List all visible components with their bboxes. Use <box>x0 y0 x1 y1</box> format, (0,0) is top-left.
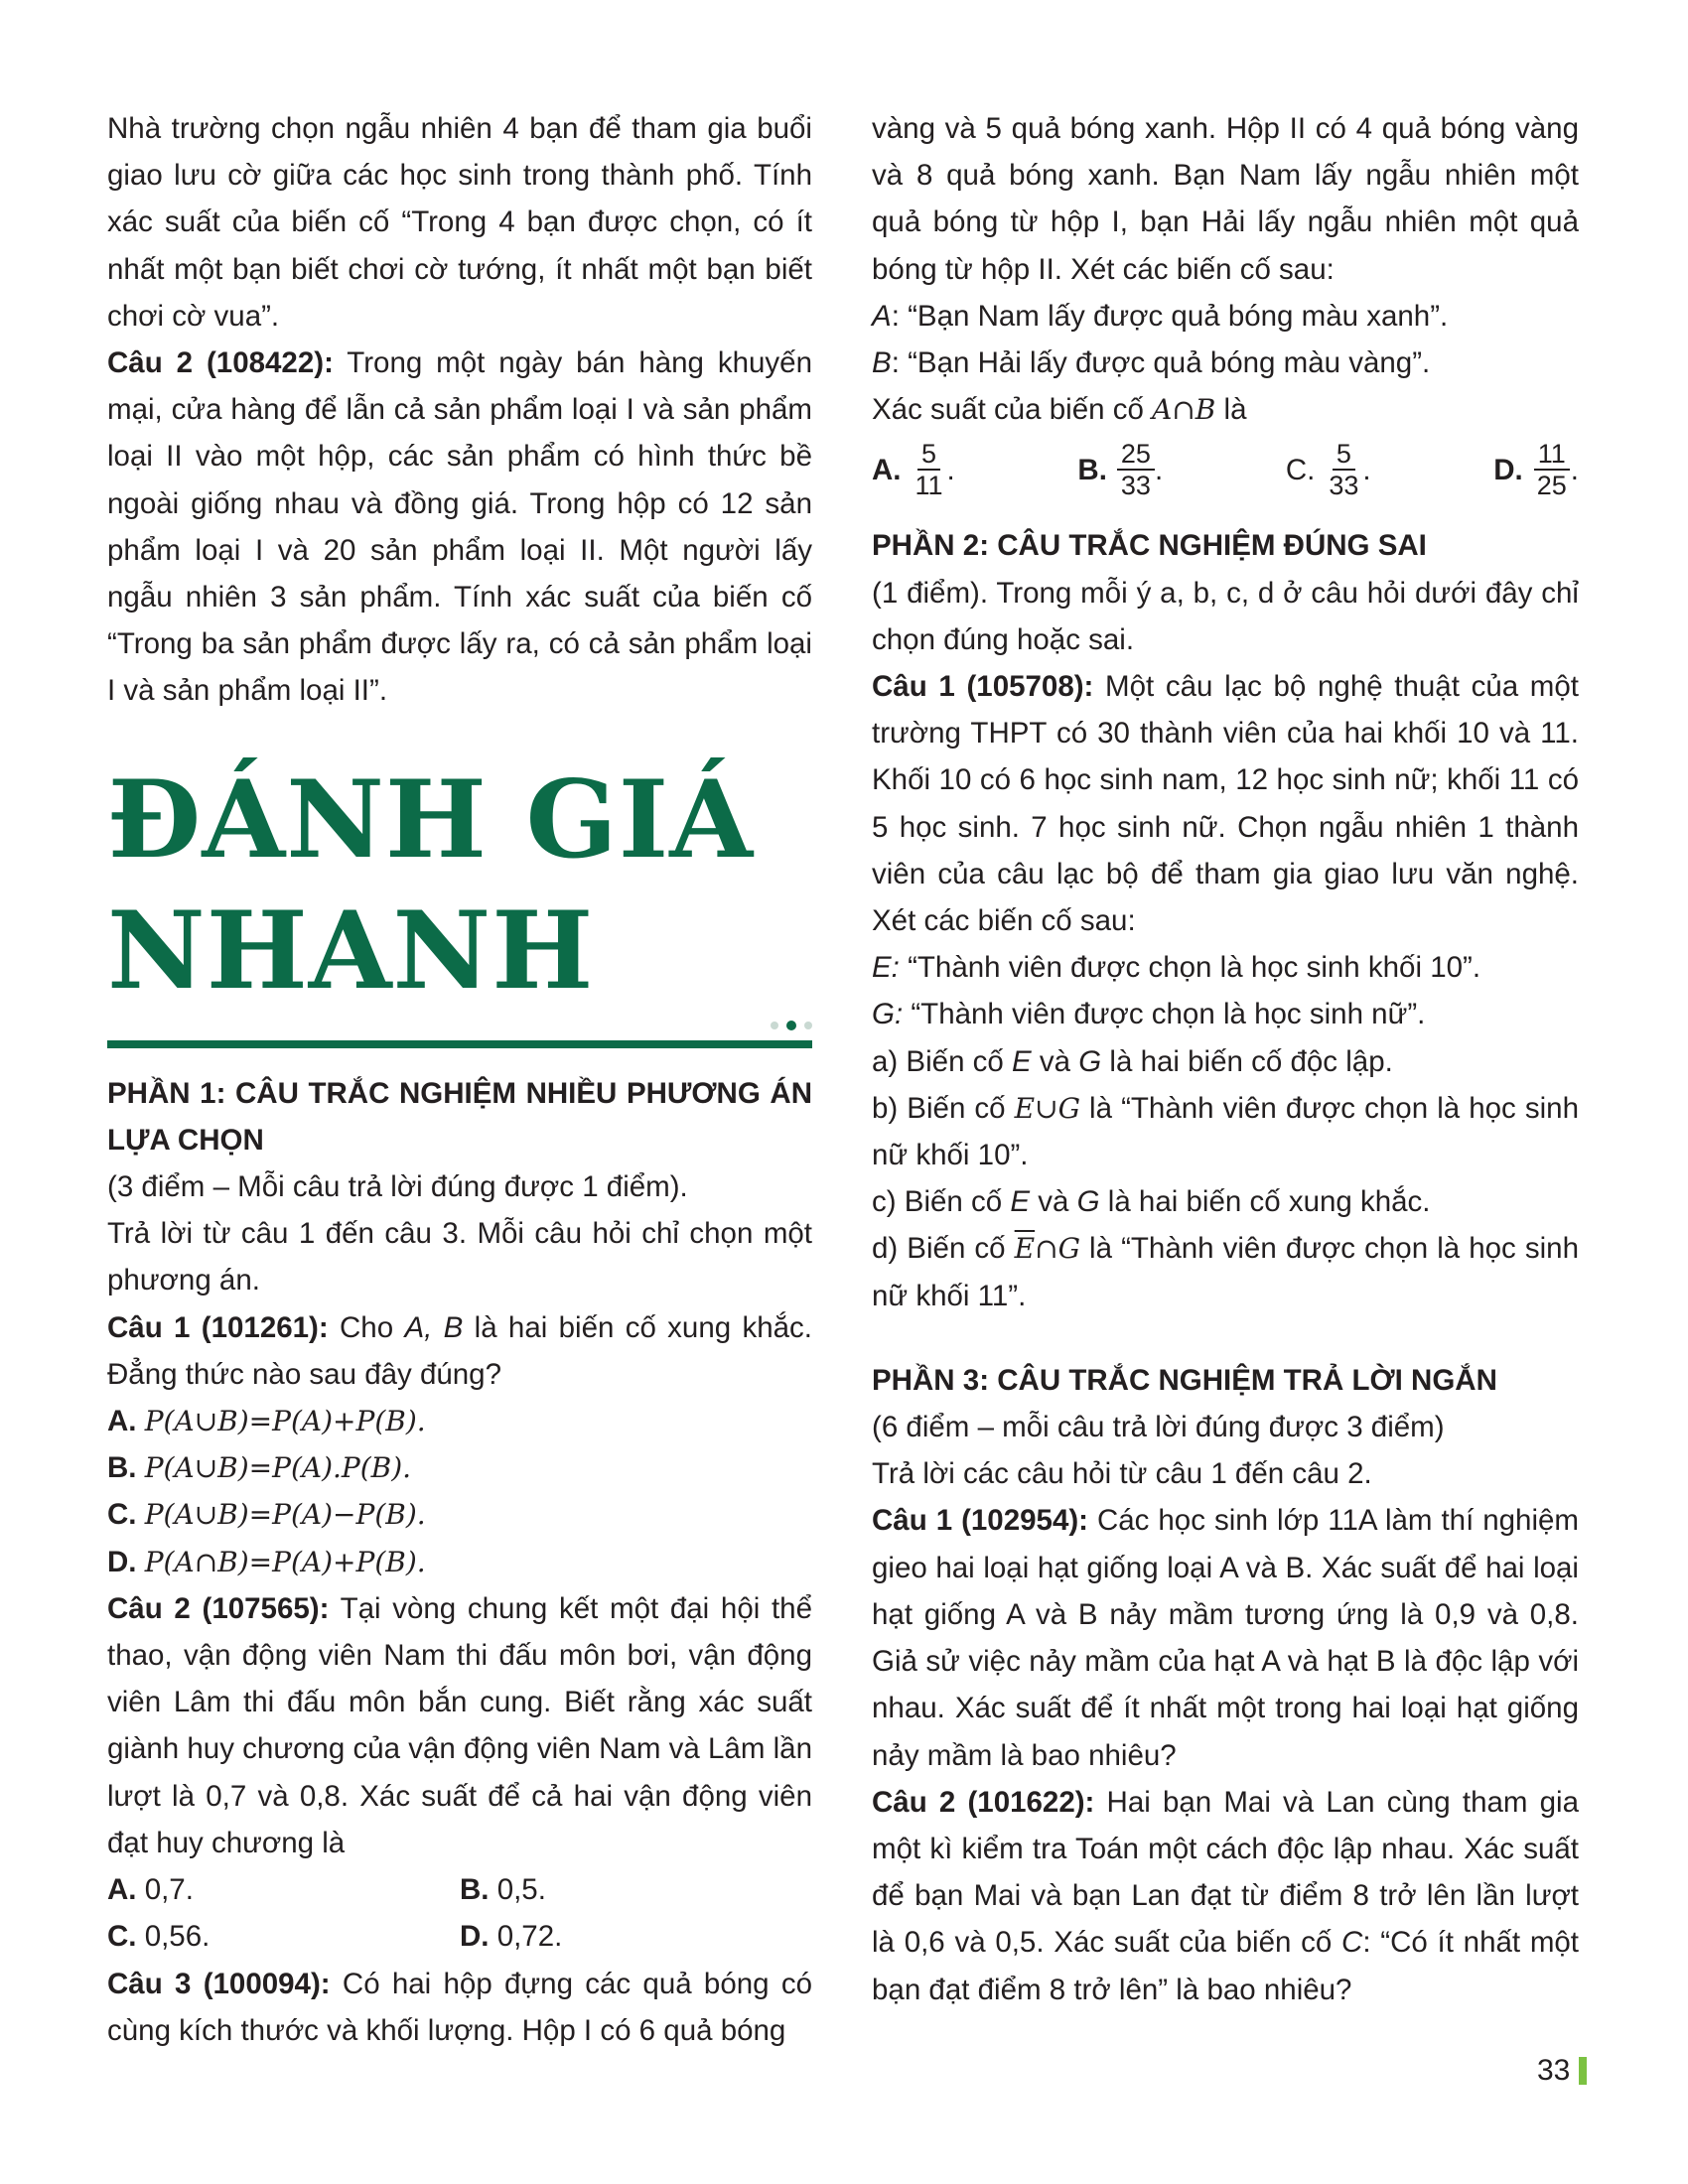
part-1-heading: PHẦN 1: CÂU TRẮC NGHIỆM NHIỀU PHƯƠNG ÁN LỰA CHỌN <box>107 1076 812 1157</box>
statement-text: c) Biến cố <box>872 1185 1011 1219</box>
option-c: C. $\frac{5}{33}$ . <box>1285 439 1371 501</box>
event-variable: E <box>1012 1044 1032 1078</box>
part-2-instructions: (1 điểm). Trong mỗi ý a, b, c, d ở câu hỏi dưới đây chỉ chọn đúng hoặc sai. <box>872 576 1579 656</box>
option-a: A. $\frac{5}{11}$ . <box>872 439 955 501</box>
option-key: D. <box>460 1920 490 1954</box>
option-key: C. <box>107 1920 137 1954</box>
statement-text: và <box>1031 1044 1079 1078</box>
event-b <box>872 340 1579 386</box>
option-key: A. <box>107 1873 137 1907</box>
part-1-question-3 <box>107 1961 812 2054</box>
question-text: Tại vòng chung kết một đại hội thể thao, vận động viên Nam thi đấu môn bơi, vận động viên Lâm thi đấu môn bắn cung. Biết rằng xác suất giành huy chương của vận động viên Nam và Lâm lần lượt là 0,7 và 0,8. Xác suất để cả hai vận động viên đạt huy chương là <box>107 1591 812 1859</box>
option-key: C. <box>107 1498 137 1532</box>
options-row-2 <box>107 1913 812 1960</box>
event-variable: B <box>872 346 892 380</box>
section-title-line-2: NHANH <box>107 887 595 1014</box>
page-number-accent <box>1579 2057 1587 2085</box>
question-3-continued: vàng và 5 quả bóng xanh. Hộp II có 4 quả bóng vàng và 8 quả bóng xanh. Bạn Nam lấy ngẫu nhiên một quả bóng từ hộp I, bạn Hải lấy ngẫu nhiên một quả bóng từ hộp II. Xét các biến cố sau: <box>872 112 1579 286</box>
denominator: 11 <box>914 471 943 501</box>
option-b <box>460 1866 812 1913</box>
part-2-heading: PHẦN 2: CÂU TRẮC NGHIỆM ĐÚNG SAI <box>872 529 1427 563</box>
fraction <box>912 439 947 500</box>
formula: ∩G <box>1035 1232 1080 1266</box>
statement-b <box>872 1085 1579 1178</box>
statement-d <box>872 1225 1579 1318</box>
option-key: D. <box>1493 453 1523 486</box>
fraction-options <box>872 435 1579 504</box>
left-column <box>107 105 812 2054</box>
question-text: là <box>1215 393 1247 427</box>
option-key: B. <box>460 1873 490 1907</box>
part-2-question-1 <box>872 663 1579 944</box>
denominator: 33 <box>1329 471 1359 501</box>
option-b: B. $\frac{25}{33}$ . <box>1077 439 1164 501</box>
section-title <box>107 754 812 1017</box>
numerator: 11 <box>1534 439 1570 471</box>
event-variable: G: <box>872 998 904 1031</box>
intro-paragraph: Nhà trường chọn ngẫu nhiên 4 bạn để tham gia buổi giao lưu cờ giữa các học sinh trong thành phố. Tính xác suất của biến cố “Trong 4 bạn được chọn, có ít nhất một bạn biết chơi cờ tướng, ít nhất một bạn biết chơi cờ vua”. <box>107 112 812 333</box>
event-variable: G <box>1076 1185 1100 1219</box>
question-text: Hai bạn Mai và Lan cùng tham gia một kì kiểm tra Toán một cách độc lập nhau. Xác suất để bạn Mai và bạn Lan đạt từ điểm 8 trở lên lần lượt là 0,6 và 0,5. Xác suất của biến cố <box>872 1785 1579 1960</box>
part-1-score: (3 điểm – Mỗi câu trả lời đúng được 1 điểm). <box>107 1170 688 1204</box>
event-text: “Thành viên được chọn là học sinh khối 10”. <box>899 951 1481 985</box>
dot-icon <box>804 1022 812 1029</box>
question-text: là hai biến cố xung khắc. Đẳng thức nào sau đây đúng? <box>107 1310 812 1391</box>
numerator: 5 <box>917 439 940 471</box>
event-variable: G <box>1078 1044 1102 1078</box>
question-label: Câu 1 (102954): <box>872 1504 1088 1538</box>
formula: E∪G <box>1014 1091 1080 1125</box>
option-value: 0,5. <box>489 1873 546 1907</box>
event-g <box>872 991 1579 1037</box>
statement-text: d) Biến cố <box>872 1232 1015 1266</box>
option-a <box>107 1866 460 1913</box>
question-text: : “Có ít nhất một bạn đạt điểm 8 trở lên” là bao nhiêu? <box>872 1926 1579 2006</box>
event-text: : “Bạn Hải lấy được quả bóng màu vàng”. <box>891 346 1431 380</box>
page-number: 33 <box>1537 2054 1571 2087</box>
option-value: 0,72. <box>489 1920 563 1954</box>
question-text: Cho <box>328 1310 405 1344</box>
event-variable: E: <box>872 951 900 985</box>
question-label: Câu 3 (100094): <box>107 1967 331 2000</box>
event-text: “Thành viên được chọn là học sinh nữ”. <box>903 998 1426 1031</box>
option-d: D. $\frac{11}{25}$ . <box>1493 439 1579 501</box>
options-row-1 <box>107 1866 812 1913</box>
part-1-question-2 <box>107 1585 812 1866</box>
option-key: B. <box>107 1451 137 1485</box>
question-text: Một câu lạc bộ nghệ thuật của một trường THPT có 30 thành viên của hai khối 10 và 11. Khối 10 có 6 học sinh nam, 12 học sinh nữ; khối 11 có 5 học sinh. 7 học sinh nữ. Chọn ngẫu nhiên 1 thành viên của câu lạc bộ để tham gia giao lưu văn nghệ. Xét các biến cố sau: <box>872 670 1579 938</box>
option-c <box>107 1913 460 1960</box>
option-value: 0,7. <box>136 1873 194 1907</box>
statement-text: là hai biến cố độc lập. <box>1101 1044 1393 1078</box>
dot-icon <box>786 1021 796 1030</box>
numerator: 25 <box>1117 439 1155 471</box>
statement-text: và <box>1030 1185 1077 1219</box>
event-variable: A <box>872 299 892 333</box>
option-key: B. <box>1077 453 1107 486</box>
option-key: A. <box>107 1405 137 1438</box>
option-formula: P(A∪B)=P(A).P(B). <box>144 1451 412 1485</box>
denominator: 25 <box>1536 471 1567 501</box>
question-variable: A, B <box>404 1310 464 1344</box>
event-text: : “Bạn Nam lấy được quả bóng màu xanh”. <box>891 299 1449 333</box>
statement-text: a) Biến cố <box>872 1044 1013 1078</box>
statement-c <box>872 1178 1579 1225</box>
statement-text: b) Biến cố <box>872 1091 1015 1125</box>
option-formula: P(A∩B)=P(A)+P(B). <box>144 1545 426 1578</box>
question-text: Các học sinh lớp 11A làm thí nghiệm gieo hai loại hạt giống loại A và B. Xác suất để hai loại hạt giống A và B nảy mầm tương ứng là 0,9 và 0,8. Giả sử việc nảy mầm của hạt A và hạt B là độc lập với nhau. Xác suất để ít nhất một trong hai loại hạt giống nảy mầm là bao nhiêu? <box>872 1504 1579 1772</box>
complement-variable: $\overline{E}$ <box>1014 1232 1036 1266</box>
part-1-question-1 <box>107 1304 812 1398</box>
event-variable: C <box>1341 1926 1363 1960</box>
title-underline <box>107 1040 812 1048</box>
question-label: Câu 2 (108422): <box>107 346 334 380</box>
question-label: Câu 1 (101261): <box>107 1310 329 1344</box>
question-label: Câu 1 (105708): <box>872 670 1094 704</box>
option-key: D. <box>107 1545 137 1578</box>
statement-text: là hai biến cố xung khắc. <box>1099 1185 1431 1219</box>
event-a <box>872 293 1579 340</box>
fraction <box>1325 439 1362 500</box>
part-3-score: (6 điểm – mỗi câu trả lời đúng được 3 điểm) <box>872 1411 1445 1444</box>
formula: A∩B <box>1152 393 1216 427</box>
event-variable: E <box>1010 1185 1031 1219</box>
option-value: 0,56. <box>136 1920 211 1954</box>
option-a <box>107 1398 812 1444</box>
option-d <box>107 1539 812 1585</box>
section-title-line-1: ĐÁNH GIÁ <box>107 756 755 883</box>
option-key: A. <box>872 453 902 486</box>
statement-text: là “Thành viên được chọn là học sinh nữ khối 10”. <box>872 1091 1579 1172</box>
decorative-dots <box>771 1021 812 1030</box>
part-3-question-1 <box>872 1497 1579 1778</box>
statement-a <box>872 1038 1579 1085</box>
question-label: Câu 2 (101622): <box>872 1785 1095 1819</box>
numerator: 5 <box>1333 439 1355 471</box>
option-d <box>460 1913 812 1960</box>
fraction <box>1533 439 1571 500</box>
option-c <box>107 1491 812 1538</box>
option-formula: P(A∪B)=P(A)−P(B). <box>144 1498 426 1532</box>
question-text: Có hai hộp đựng các quả bóng có cùng kích thước và khối lượng. Hộp I có 6 quả bóng <box>107 1967 812 2047</box>
event-e <box>872 944 1579 991</box>
probability-question <box>872 386 1579 433</box>
fraction <box>1117 439 1155 500</box>
question-text: Trong một ngày bán hàng khuyến mại, cửa hàng để lẫn cả sản phẩm loại I và sản phẩm loại II vào một hộp, các sản phẩm có hình thức bề ngoài giống nhau và đồng giá. Trong hộp có 12 sản phẩm loại I và 20 sản phẩm loại II. Một người lấy ngẫu nhiên 3 sản phẩm. Tính xác suất của biến cố “Trong ba sản phẩm được lấy ra, có cả sản phẩm loại I và sản phẩm loại II”. <box>107 346 812 708</box>
option-key: C. <box>1285 453 1316 486</box>
part-1-instructions: Trả lời từ câu 1 đến câu 3. Mỗi câu hỏi chỉ chọn một phương án. <box>107 1217 812 1297</box>
denominator: 33 <box>1120 471 1151 501</box>
option-formula: P(A∪B)=P(A)+P(B). <box>144 1405 426 1438</box>
question-label: Câu 2 (107565): <box>107 1591 330 1625</box>
part-3-instructions: Trả lời các câu hỏi từ câu 1 đến câu 2. <box>872 1457 1372 1491</box>
statement-text: là “Thành viên được chọn là học sinh nữ khối 11”. <box>872 1232 1579 1312</box>
dot-icon <box>771 1022 778 1029</box>
title-rule <box>107 1023 812 1032</box>
right-column <box>872 105 1579 2013</box>
part-3-heading: PHẦN 3: CÂU TRẮC NGHIỆM TRẢ LỜI NGẮN <box>872 1363 1497 1397</box>
question-2-paragraph <box>107 340 812 715</box>
question-text: Xác suất của biến cố <box>872 393 1153 427</box>
part-3-question-2 <box>872 1779 1579 2013</box>
option-b <box>107 1444 812 1491</box>
